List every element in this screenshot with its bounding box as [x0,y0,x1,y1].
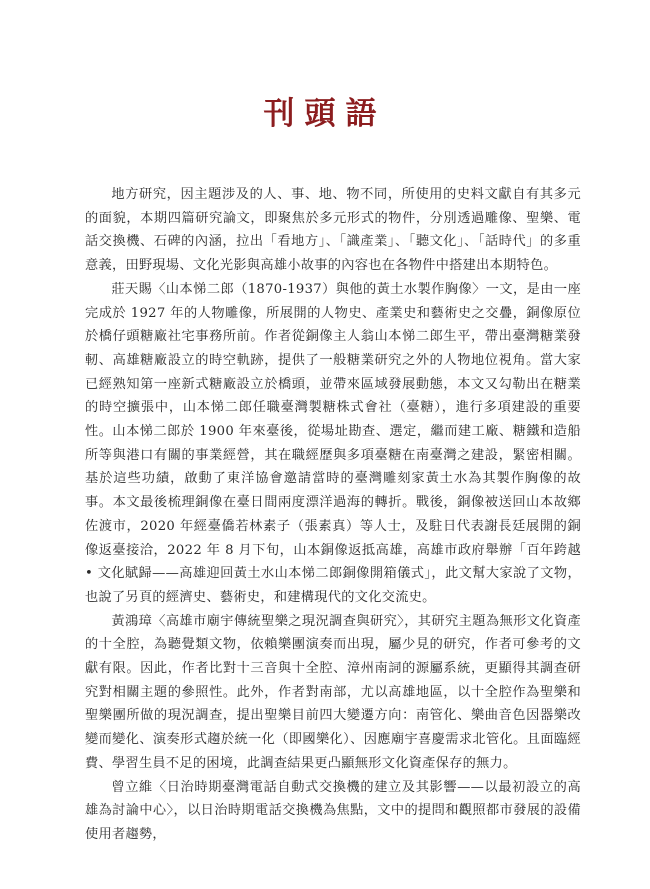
paragraph-intro: 地方研究，因主題涉及的人、事、地、物不同，所使用的史料文獻自有其多元的面貌，本期四篇研究論文，即聚焦於多元形式的物件，分別透過雕像、聖樂、電話交換機、石碑的內涵，拉出「看地方」、「識產業」、「聽文化」、「話時代」的多重意義，田野現場、文化光影與高雄小故事的內容也在各物件中搭建出本期特色。 [85,187,581,274]
page-title: 刊頭語 [263,96,387,132]
paragraph-chuang: 莊天賜〈山本悌二郎（1870-1937）與他的黃土水製作胸像〉一文，是由一座完成於 1927 年的人物雕像，所展開的人物史、產業史和藝術史之交疊，銅像原位於橋仔頭糖廠社宅事務所前。作者從銅像主人翁山本悌二郎生平，帶出臺灣糖業發軔、高雄糖廠設立的時空軌跡，提供了一般糖業研究之外的人物地位視角。當大家已經熟知第一座新式糖廠設立於橋頭，並帶來區域發展動態，本文又勾勒出在糖業的時空擴張中，山本悌二郎任職臺灣製糖株式會社（臺糖），進行多項建設的重要性。山本悌二郎於 1900 年來臺後，從場址勘查、選定，繼而建工廠、糖鐵和造船所等與港口有關的事業經營，其在職經歷與多項臺糖在南臺灣之建設，緊密相關。基於這些功績，啟動了東洋協會邀請當時的臺灣雕刻家黃土水為其製作胸像的故事。本文最後梳理銅像在臺日間兩度漂洋過海的轉折。戰後，銅像被送回山本故鄉佐渡市，2020 年經臺僑若林素子（張素真）等人士，及駐日代表謝長廷展開的銅像返臺接洽，2022 年 8 月下旬，山本銅像返抵高雄，高雄市政府舉辦「百年跨越 • 文化賦歸——高雄迎回黃土水山本悌二郎銅像開箱儀式」，此文幫大家說了文物，也說了另頁的經濟史、藝術史，和建構現代的文化交流史。 [85,281,581,605]
article-body [85,183,581,847]
paragraph-huang: 黃鴻璋〈高雄市廟宇傳統聖樂之現況調查與研究〉，其研究主題為無形文化資產的十全腔，為聽覺類文物，依賴樂團演奏而出現，屬少見的研究，作者可參考的文獻有限。因此，作者比對十三音與十全腔、漳州南詞的源屬系統，更顯得其調查研究對相關主題的參照性。此外，作者對南部，尤以高雄地區，以十全腔作為聖樂和聖樂團所做的現況調查，提出聖樂目前四大變遷方向：南管化、樂曲音色因器樂改變而變化、演奏形式趨於統一化（即國樂化）、因應廟宇喜慶需求北管化。且面臨經費、學習生員不足的困境，此調查結果更凸顯無形文化資產保存的無力。 [85,613,581,771]
paragraph-tseng: 曾立維〈日治時期臺灣電話自動式交換機的建立及其影響——以最初設立的高雄為討論中心〉，以日治時期電話交換機為焦點，文中的提問和觀照都市發展的設備使用者趨勢， [85,779,581,842]
